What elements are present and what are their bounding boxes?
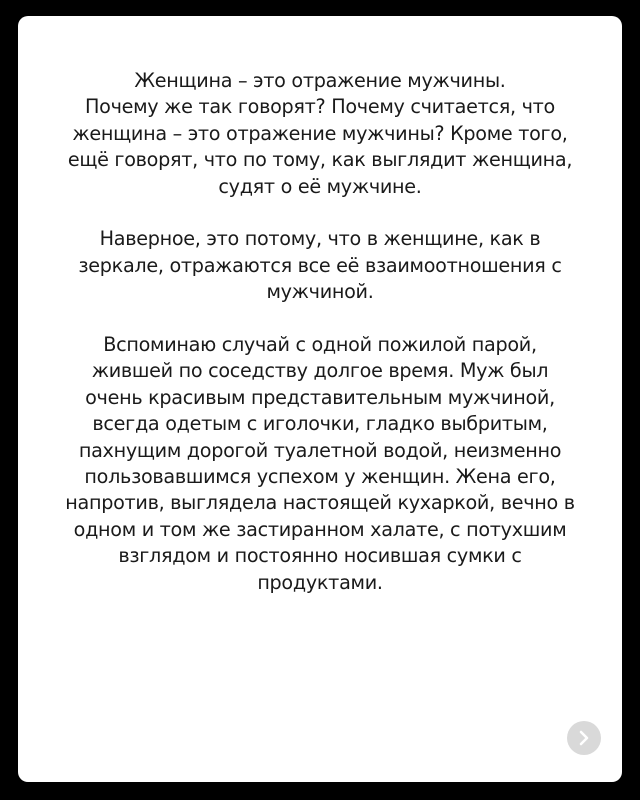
text-line: напротив, выглядела настоящей кухаркой, вечно в: [65, 491, 575, 515]
text-line: Женщина – это отражение мужчины.: [134, 69, 506, 92]
paragraph-1: [38, 68, 602, 200]
text-line: пахнущим дорогой туалетной водой, неизменно: [78, 438, 562, 462]
text-line: мужчиной.: [266, 280, 374, 304]
post-card: [18, 16, 622, 782]
text-line: всегда одетым с иголочки, гладко выбритым,: [92, 412, 548, 436]
text-line: взглядом и постоянно носившая сумки с: [118, 544, 522, 568]
paragraph-2: [38, 226, 602, 305]
post-text: [38, 68, 602, 596]
text-line: женщина – это отражение мужчины? Кроме того,: [72, 121, 568, 145]
text-line: ещё говорят, что по тому, как выглядит женщина,: [67, 148, 573, 172]
text-line: пользовавшимся успехом у женщин. Жена его,: [84, 465, 556, 489]
text-line: Почему же так говорят? Почему считается, что: [85, 95, 555, 119]
text-line: зеркале, отражаются все её взаимоотношения с: [78, 253, 562, 277]
text-line: судят о её мужчине.: [218, 174, 422, 198]
text-line: продуктами.: [257, 570, 383, 594]
text-line: Вспоминаю случай с одной пожилой парой,: [103, 333, 537, 357]
text-line: жившей по соседству долгое время. Муж был: [91, 359, 549, 383]
text-line: очень красивым представительным мужчиной,: [85, 385, 555, 409]
text-line: Наверное, это потому, что в женщине, как в: [99, 227, 541, 251]
next-slide-button[interactable]: [567, 721, 601, 755]
paragraph-3: [38, 332, 602, 596]
chevron-right-icon: [577, 730, 591, 746]
text-line: одном и том же застиранном халате, с потухшим: [73, 517, 567, 541]
